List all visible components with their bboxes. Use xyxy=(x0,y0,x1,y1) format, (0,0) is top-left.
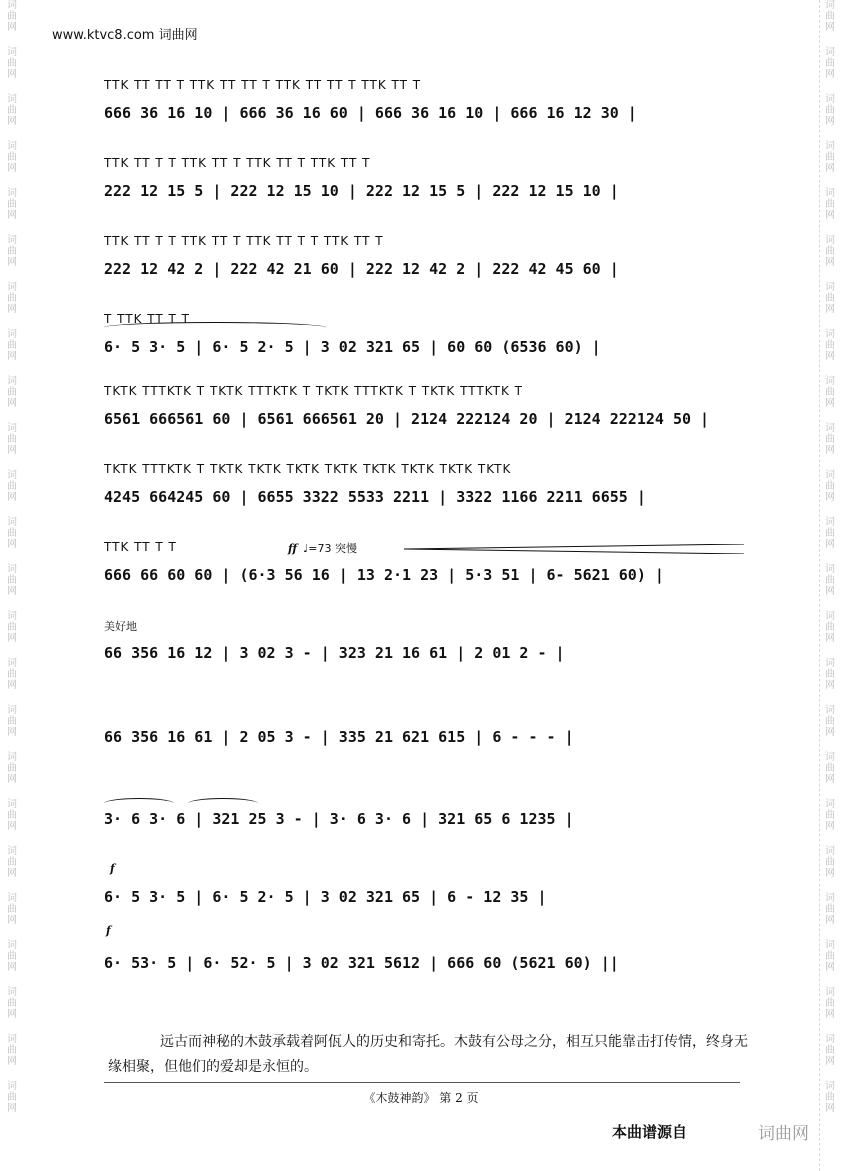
watermark-char: 网 xyxy=(825,398,835,409)
tempo-text: ♩=73 突慢 xyxy=(303,542,358,555)
tonguing-line: TKTK TTTKTK T TKTK TTTKTK T TKTK TTTKTK T TKTK TTTKTK T xyxy=(104,384,523,398)
watermark-char: 曲 xyxy=(825,340,835,351)
watermark-block xyxy=(825,423,835,456)
watermark-char: 网 xyxy=(825,915,835,926)
watermark-char: 曲 xyxy=(7,716,17,727)
dynamic-f: f xyxy=(110,862,115,875)
watermark-block xyxy=(825,658,835,691)
watermark-block xyxy=(825,799,835,832)
watermark-char: 词 xyxy=(825,423,835,434)
watermark-char: 词 xyxy=(825,611,835,622)
watermark-char: 曲 xyxy=(7,810,17,821)
watermark-char: 词 xyxy=(7,752,17,763)
notation-line: 666 36 16 10 | 666 36 16 60 | 666 36 16 10 | 666 16 12 30 | xyxy=(104,104,637,122)
watermark-char: 词 xyxy=(7,799,17,810)
watermark-char: 词 xyxy=(825,517,835,528)
dynamic-mark xyxy=(110,862,121,875)
watermark-char: 网 xyxy=(825,586,835,597)
watermark-block xyxy=(7,470,17,503)
watermark-char: 网 xyxy=(7,398,17,409)
watermark-char: 词 xyxy=(7,987,17,998)
watermark-char: 词 xyxy=(7,611,17,622)
slur-mark xyxy=(104,798,174,809)
watermark-char: 网 xyxy=(825,351,835,362)
watermark-char: 词 xyxy=(825,188,835,199)
watermark-char: 曲 xyxy=(825,716,835,727)
watermark-char: 曲 xyxy=(7,857,17,868)
watermark-char: 曲 xyxy=(7,246,17,257)
watermark-char: 曲 xyxy=(825,951,835,962)
watermark-char: 网 xyxy=(825,257,835,268)
watermark-char: 网 xyxy=(825,774,835,785)
watermark-block xyxy=(7,423,17,456)
description-paragraph: 远古而神秘的木鼓承载着阿佤人的历史和寄托。木鼓有公母之分，相互只能靠击打传情，终身无缘相聚，但他们的爱却是永恒的。 xyxy=(108,1034,748,1075)
watermark-char: 词 xyxy=(825,376,835,387)
watermark-char: 网 xyxy=(825,1009,835,1020)
watermark-char: 曲 xyxy=(7,763,17,774)
watermark-block xyxy=(7,1034,17,1067)
watermark-char: 词 xyxy=(7,0,17,11)
watermark-char: 曲 xyxy=(7,340,17,351)
watermark-char: 词 xyxy=(825,94,835,105)
watermark-char: 曲 xyxy=(825,810,835,821)
watermark-char: 网 xyxy=(7,22,17,33)
watermark-char: 网 xyxy=(7,586,17,597)
watermark-block xyxy=(825,470,835,503)
notation-line: 6· 5 3· 5 | 6· 5 2· 5 | 3 02 321 65 | 6 - 12 35 | xyxy=(104,888,547,906)
watermark-char: 词 xyxy=(825,564,835,575)
watermark-block xyxy=(825,1034,835,1067)
notation-line: 222 12 15 5 | 222 12 15 10 | 222 12 15 5 | 222 12 15 10 | xyxy=(104,182,619,200)
watermark-block xyxy=(825,235,835,268)
watermark-block xyxy=(825,329,835,362)
watermark-char: 网 xyxy=(825,539,835,550)
watermark-char: 曲 xyxy=(7,998,17,1009)
watermark-char: 网 xyxy=(825,680,835,691)
watermark-char: 曲 xyxy=(825,857,835,868)
tonguing-line: TTK TT T T TTK TT T TTK TT T T TTK TT T xyxy=(104,234,384,248)
watermark-char: 网 xyxy=(7,257,17,268)
watermark-block xyxy=(825,0,835,33)
watermark-char: 曲 xyxy=(825,904,835,915)
watermark-block xyxy=(7,705,17,738)
source-logo: 词曲网 xyxy=(758,1124,809,1144)
watermark-block xyxy=(825,846,835,879)
watermark-block xyxy=(825,940,835,973)
watermark-char: 网 xyxy=(7,727,17,738)
watermark-char: 曲 xyxy=(7,199,17,210)
source-label: 本曲谱源自 xyxy=(612,1123,688,1141)
page-label: 《木鼓神韵》 第 2 页 xyxy=(363,1091,479,1105)
watermark-block xyxy=(7,799,17,832)
watermark-block xyxy=(825,376,835,409)
watermark-char: 词 xyxy=(825,1081,835,1092)
watermark-char: 词 xyxy=(825,47,835,58)
watermark-char: 曲 xyxy=(825,481,835,492)
watermark-char: 曲 xyxy=(7,387,17,398)
watermark-block xyxy=(7,752,17,785)
tonguing-line: TKTK TTTKTK T TKTK TKTK TKTK TKTK TKTK TKTK TKTK TKTK xyxy=(104,462,512,476)
watermark-block xyxy=(7,47,17,80)
tonguing-line: TTK TT T T xyxy=(104,540,177,554)
watermark-char: 网 xyxy=(7,69,17,80)
watermark-block xyxy=(825,517,835,550)
watermark-block xyxy=(825,564,835,597)
watermark-char: 曲 xyxy=(825,528,835,539)
watermark-char: 曲 xyxy=(7,481,17,492)
watermark-char: 网 xyxy=(825,116,835,127)
watermark-char: 词 xyxy=(825,282,835,293)
watermark-char: 曲 xyxy=(7,58,17,69)
watermark-char: 网 xyxy=(7,868,17,879)
watermark-block xyxy=(7,329,17,362)
watermark-char: 曲 xyxy=(825,669,835,680)
watermark-char: 网 xyxy=(825,210,835,221)
watermark-char: 词 xyxy=(825,235,835,246)
watermark-char: 词 xyxy=(825,0,835,11)
notation-line: 6561 666561 60 | 6561 666561 20 | 2124 222124 20 | 2124 222124 50 | xyxy=(104,410,710,428)
watermark-char: 曲 xyxy=(825,622,835,633)
watermark-char: 曲 xyxy=(7,575,17,586)
watermark-char: 曲 xyxy=(825,105,835,116)
watermark-char: 曲 xyxy=(825,575,835,586)
watermark-block xyxy=(7,282,17,315)
notation-line: 666 66 60 60 | (6·3 56 16 | 13 2·1 23 | 5·3 51 | 6- 5621 60) | xyxy=(104,566,664,584)
watermark-char: 曲 xyxy=(7,152,17,163)
watermark-char: 网 xyxy=(7,539,17,550)
watermark-char: 词 xyxy=(7,705,17,716)
watermark-block xyxy=(7,376,17,409)
dynamic-mark xyxy=(106,924,117,937)
watermark-block xyxy=(825,188,835,221)
watermark-char: 网 xyxy=(7,633,17,644)
tempo-marking xyxy=(288,540,357,556)
watermark-char: 词 xyxy=(7,47,17,58)
watermark-char: 网 xyxy=(7,774,17,785)
watermark-char: 词 xyxy=(7,376,17,387)
watermark-char: 词 xyxy=(7,141,17,152)
notation-line: 6· 5 3· 5 | 6· 5 2· 5 | 3 02 321 65 | 60 60 (6536 60) | xyxy=(104,338,601,356)
watermark-char: 网 xyxy=(825,727,835,738)
watermark-char: 词 xyxy=(825,893,835,904)
tonguing-line: TTK TT T T TTK TT T TTK TT T TTK TT T xyxy=(104,156,371,170)
crescendo-mark xyxy=(404,544,744,552)
watermark-block xyxy=(7,893,17,926)
watermark-char: 网 xyxy=(7,116,17,127)
watermark-char: 词 xyxy=(7,329,17,340)
watermark-char: 网 xyxy=(825,1056,835,1067)
notation-line: 3· 6 3· 6 | 321 25 3 - | 3· 6 3· 6 | 321 65 6 1235 | xyxy=(104,810,574,828)
watermark-char: 词 xyxy=(7,1081,17,1092)
watermark-char: 曲 xyxy=(7,528,17,539)
watermark-char: 词 xyxy=(825,141,835,152)
watermark-char: 词 xyxy=(7,940,17,951)
watermark-char: 曲 xyxy=(825,11,835,22)
watermark-char: 网 xyxy=(825,821,835,832)
watermark-char: 曲 xyxy=(7,951,17,962)
watermark-block xyxy=(825,611,835,644)
watermark-char: 网 xyxy=(7,962,17,973)
watermark-block xyxy=(7,846,17,879)
watermark-block xyxy=(7,564,17,597)
watermark-char: 网 xyxy=(825,445,835,456)
watermark-char: 词 xyxy=(825,470,835,481)
watermark-char: 网 xyxy=(7,1103,17,1114)
watermark-char: 词 xyxy=(7,470,17,481)
right-watermark-strip xyxy=(819,0,840,1171)
watermark-block xyxy=(825,141,835,174)
watermark-block xyxy=(7,517,17,550)
watermark-char: 词 xyxy=(7,423,17,434)
watermark-block xyxy=(825,752,835,785)
watermark-char: 曲 xyxy=(825,152,835,163)
notation-line: 66 356 16 12 | 3 02 3 - | 323 21 16 61 | 2 01 2 - | xyxy=(104,644,565,662)
watermark-char: 词 xyxy=(825,658,835,669)
watermark-char: 网 xyxy=(7,210,17,221)
watermark-char: 曲 xyxy=(825,246,835,257)
watermark-char: 词 xyxy=(825,752,835,763)
watermark-char: 网 xyxy=(7,915,17,926)
watermark-char: 曲 xyxy=(7,1045,17,1056)
watermark-char: 网 xyxy=(7,1009,17,1020)
watermark-char: 网 xyxy=(825,163,835,174)
watermark-block xyxy=(7,188,17,221)
notation-line: 6· 53· 5 | 6· 52· 5 | 3 02 321 5612 | 666 60 (5621 60) || xyxy=(104,954,619,972)
watermark-char: 曲 xyxy=(825,998,835,1009)
watermark-char: 曲 xyxy=(7,434,17,445)
watermark-block xyxy=(825,705,835,738)
watermark-block xyxy=(825,987,835,1020)
watermark-block xyxy=(825,94,835,127)
watermark-char: 网 xyxy=(7,821,17,832)
tonguing-line: T TTK TT T T xyxy=(104,312,191,326)
watermark-char: 词 xyxy=(825,987,835,998)
left-watermark-strip xyxy=(2,0,22,1171)
watermark-char: 词 xyxy=(7,188,17,199)
watermark-char: 网 xyxy=(825,1103,835,1114)
tonguing-line: TTK TT TT T TTK TT TT T TTK TT TT T TTK TT T xyxy=(104,78,422,92)
watermark-char: 网 xyxy=(825,69,835,80)
watermark-char: 网 xyxy=(7,492,17,503)
watermark-char: 词 xyxy=(7,94,17,105)
watermark-char: 曲 xyxy=(7,622,17,633)
watermark-char: 词 xyxy=(825,846,835,857)
watermark-char: 词 xyxy=(825,799,835,810)
watermark-char: 词 xyxy=(7,564,17,575)
watermark-char: 网 xyxy=(825,492,835,503)
watermark-char: 网 xyxy=(7,351,17,362)
slur-mark xyxy=(188,798,258,809)
watermark-char: 词 xyxy=(7,893,17,904)
watermark-char: 曲 xyxy=(825,1092,835,1103)
watermark-char: 网 xyxy=(7,163,17,174)
watermark-block xyxy=(7,94,17,127)
watermark-char: 网 xyxy=(825,633,835,644)
watermark-char: 词 xyxy=(7,282,17,293)
watermark-char: 网 xyxy=(825,22,835,33)
watermark-block xyxy=(7,235,17,268)
watermark-char: 词 xyxy=(825,1034,835,1045)
notation-line: 222 12 42 2 | 222 42 21 60 | 222 12 42 2 | 222 42 45 60 | xyxy=(104,260,619,278)
watermark-block xyxy=(7,940,17,973)
expression-marking: 美好地 xyxy=(104,620,137,633)
watermark-char: 曲 xyxy=(825,58,835,69)
watermark-char: 网 xyxy=(825,962,835,973)
watermark-block xyxy=(7,0,17,33)
watermark-char: 词 xyxy=(7,846,17,857)
notation-line: 4245 664245 60 | 6655 3322 5533 2211 | 3322 1166 2211 6655 | xyxy=(104,488,646,506)
watermark-char: 词 xyxy=(7,658,17,669)
watermark-block xyxy=(7,987,17,1020)
watermark-char: 网 xyxy=(7,304,17,315)
watermark-char: 曲 xyxy=(825,434,835,445)
watermark-char: 曲 xyxy=(7,293,17,304)
notation-line: 66 356 16 61 | 2 05 3 - | 335 21 621 615 | 6 - - - | xyxy=(104,728,574,746)
watermark-char: 词 xyxy=(7,517,17,528)
watermark-char: 词 xyxy=(825,329,835,340)
watermark-char: 曲 xyxy=(825,199,835,210)
watermark-block xyxy=(825,47,835,80)
watermark-block xyxy=(825,282,835,315)
watermark-char: 词 xyxy=(825,705,835,716)
watermark-block xyxy=(7,141,17,174)
watermark-char: 曲 xyxy=(7,669,17,680)
site-link[interactable]: www.ktvc8.com 词曲网 xyxy=(52,28,198,43)
watermark-char: 网 xyxy=(825,304,835,315)
watermark-char: 网 xyxy=(7,1056,17,1067)
footer-divider xyxy=(104,1082,740,1083)
watermark-char: 词 xyxy=(825,940,835,951)
watermark-char: 曲 xyxy=(7,105,17,116)
watermark-char: 曲 xyxy=(7,11,17,22)
watermark-char: 词 xyxy=(7,1034,17,1045)
watermark-char: 网 xyxy=(7,680,17,691)
watermark-block xyxy=(7,658,17,691)
watermark-char: 曲 xyxy=(7,904,17,915)
watermark-char: 曲 xyxy=(7,1092,17,1103)
watermark-char: 曲 xyxy=(825,387,835,398)
watermark-char: 网 xyxy=(825,868,835,879)
dynamic-mark: ff xyxy=(288,542,298,555)
watermark-char: 曲 xyxy=(825,1045,835,1056)
watermark-block xyxy=(7,611,17,644)
watermark-char: 曲 xyxy=(825,763,835,774)
watermark-char: 网 xyxy=(7,445,17,456)
watermark-block xyxy=(825,893,835,926)
watermark-char: 曲 xyxy=(825,293,835,304)
dynamic-f: f xyxy=(106,924,111,937)
watermark-char: 词 xyxy=(7,235,17,246)
